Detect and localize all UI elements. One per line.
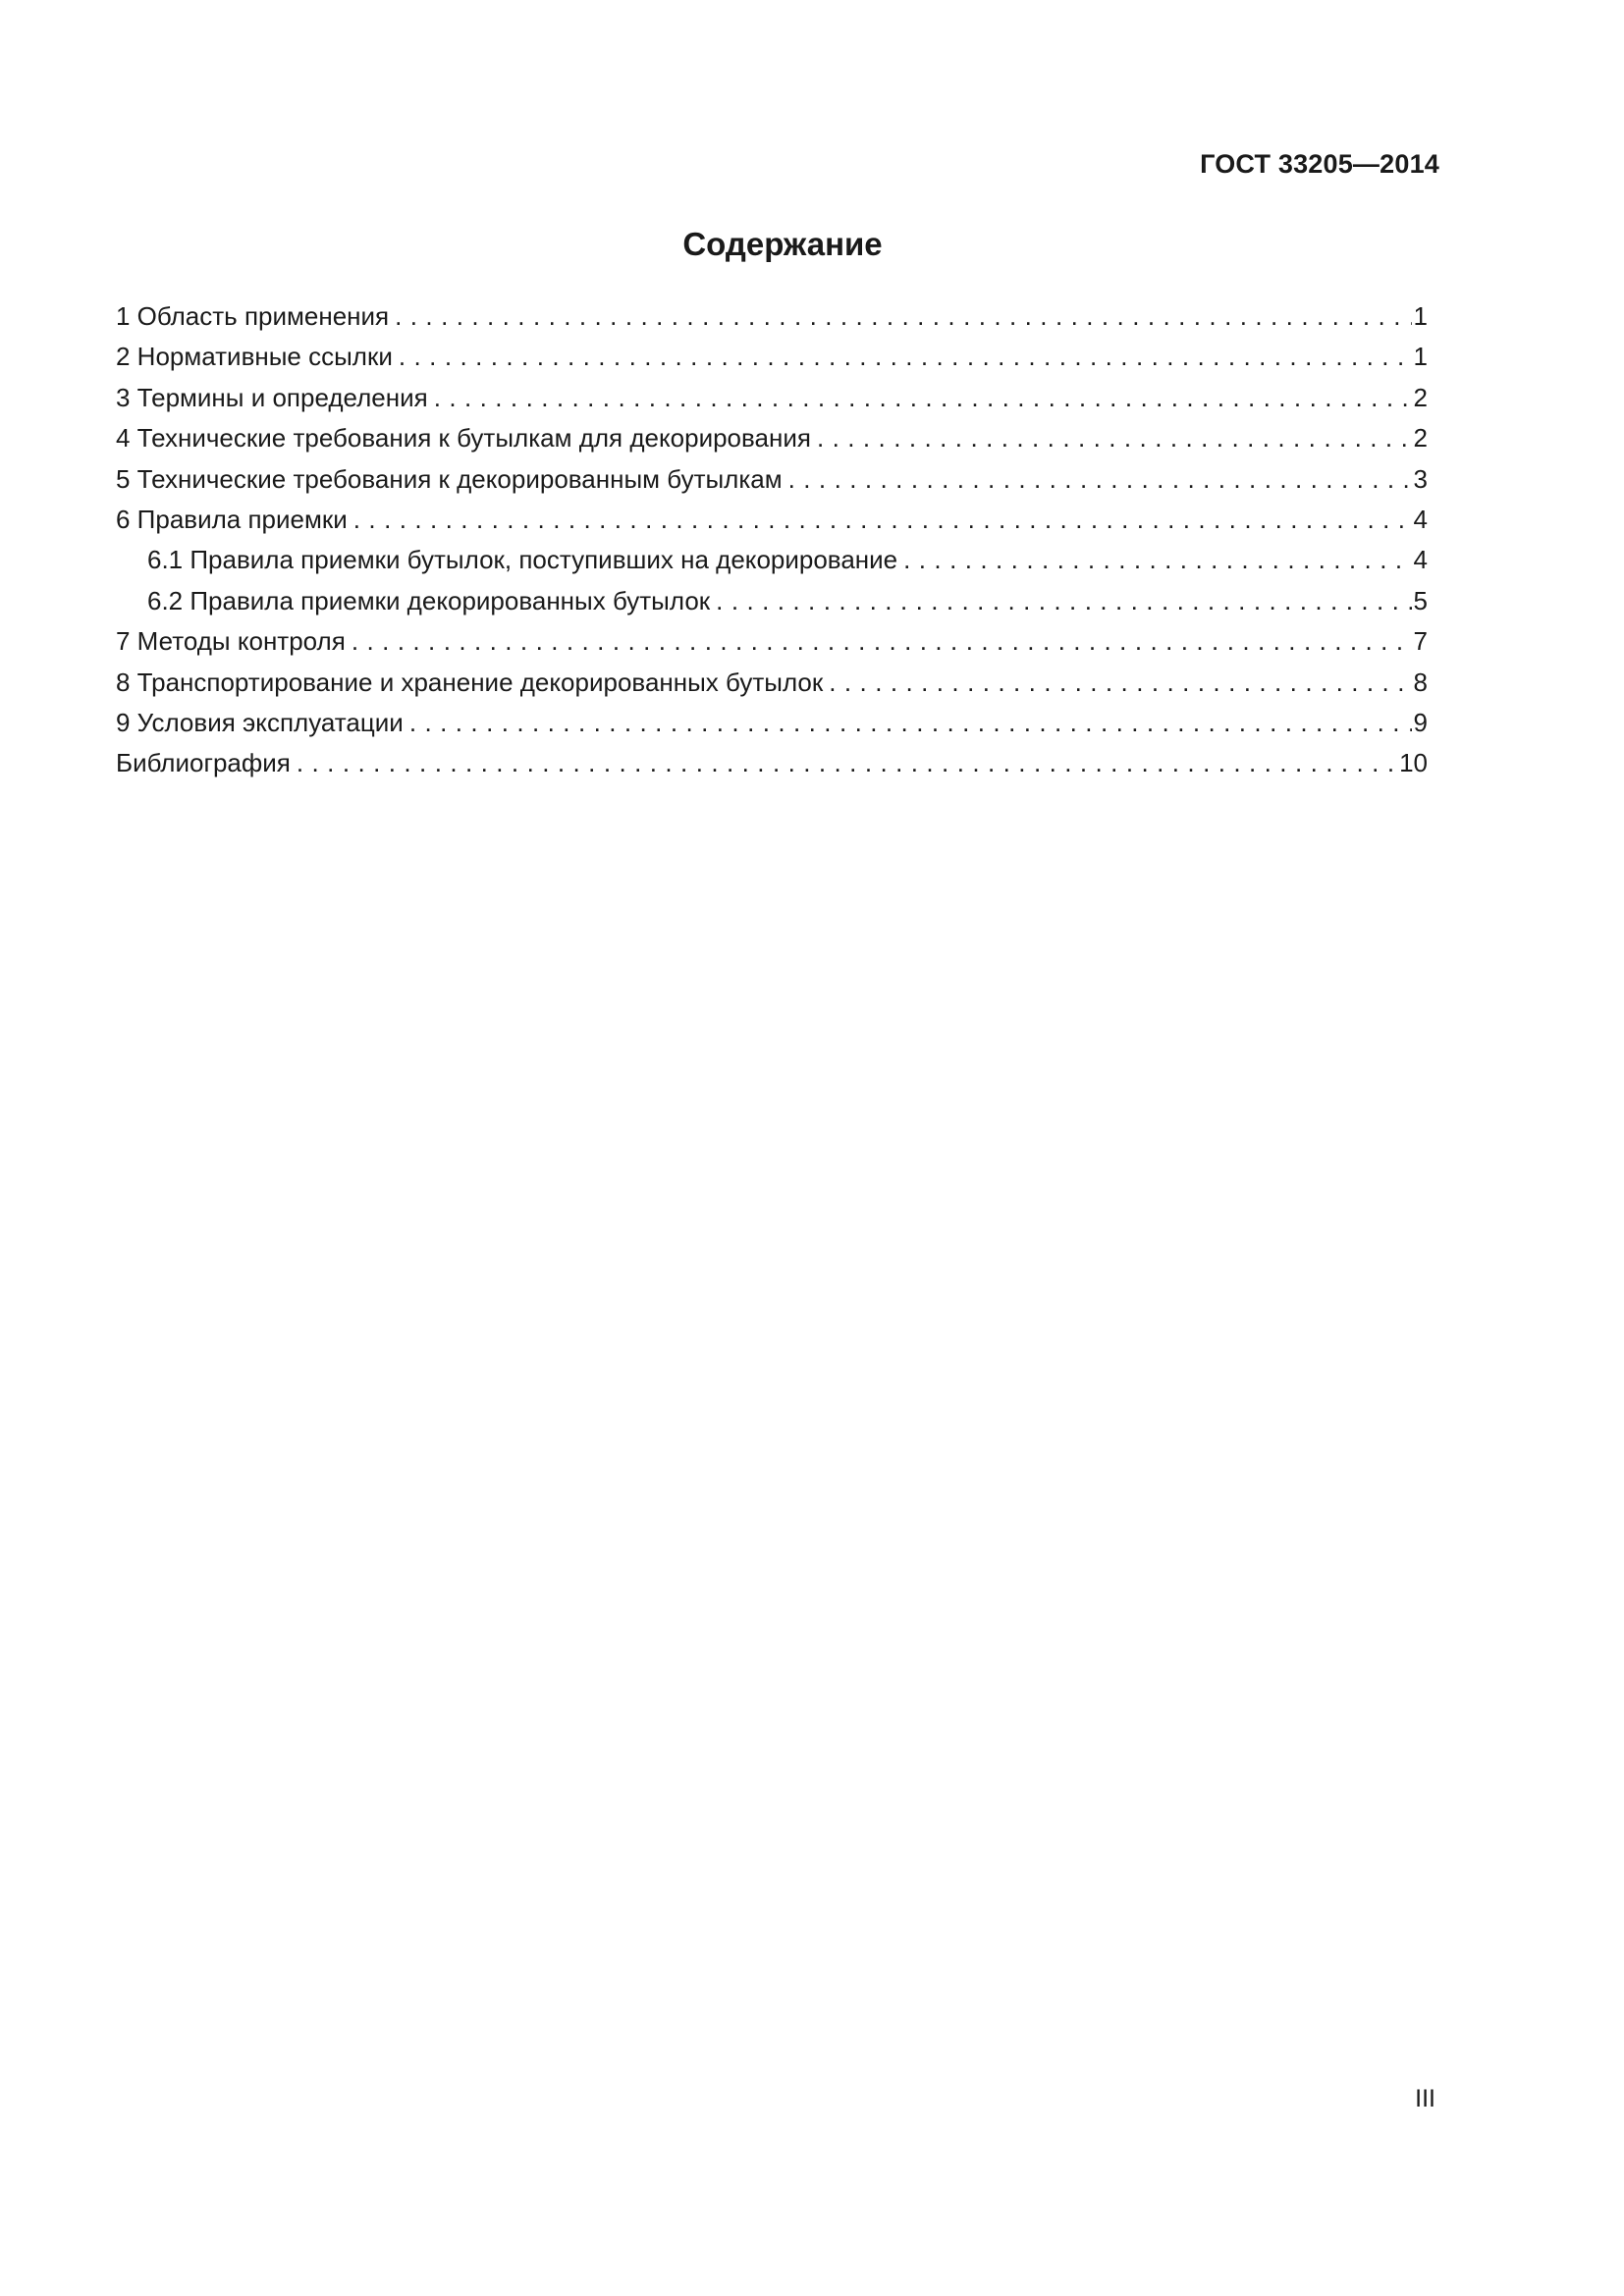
- toc-entry-page: 2: [1413, 423, 1428, 454]
- toc-entry-title: 1 Область применения: [116, 301, 390, 331]
- toc-entry[interactable]: [116, 296, 1428, 337]
- toc-entry[interactable]: [116, 459, 1428, 500]
- page-number: III: [1415, 2085, 1435, 2112]
- toc-entry-title: 6.2 Правила приемки декорированных бутылок: [147, 585, 711, 615]
- toc-entry-title: 4 Технические требования к бутылкам для декорирования: [116, 423, 811, 454]
- toc-entry-page: 3: [1413, 463, 1428, 494]
- toc-entry-page: 9: [1413, 707, 1428, 737]
- toc-entry-page: 8: [1413, 667, 1428, 697]
- toc-entry-page: 4: [1413, 504, 1428, 534]
- toc-dot-leader: [903, 540, 1411, 580]
- toc-entry-page: 4: [1413, 545, 1428, 575]
- toc-entry[interactable]: [116, 500, 1428, 540]
- toc-entry-title: 5 Технические требования к декорированным бутылкам: [116, 463, 783, 494]
- toc-dot-leader: [297, 743, 1397, 783]
- toc-dot-leader: [817, 418, 1412, 458]
- toc-entry[interactable]: [116, 663, 1428, 703]
- toc-dot-leader: [395, 296, 1411, 337]
- toc-dot-leader: [399, 337, 1412, 377]
- toc-subentry[interactable]: [116, 540, 1428, 580]
- toc-entry-title: Библиография: [116, 748, 291, 778]
- toc-entry-page: 7: [1413, 626, 1428, 657]
- toc-entry[interactable]: [116, 621, 1428, 662]
- table-of-contents: [116, 296, 1428, 784]
- toc-entry-page: 5: [1413, 585, 1428, 615]
- toc-entry-title: 3 Термины и определения: [116, 382, 428, 412]
- toc-entry[interactable]: [116, 337, 1428, 377]
- toc-entry[interactable]: [116, 703, 1428, 743]
- toc-title: Содержание: [682, 226, 883, 262]
- toc-entry-title: 7 Методы контроля: [116, 626, 346, 657]
- toc-entry-title: 6 Правила приемки: [116, 504, 348, 534]
- toc-dot-leader: [353, 500, 1412, 540]
- toc-subentry[interactable]: [116, 581, 1428, 621]
- toc-entry-title: 2 Нормативные ссылки: [116, 342, 393, 372]
- toc-entry-title: 8 Транспортирование и хранение декорированных бутылок: [116, 667, 824, 697]
- toc-entry-page: 2: [1413, 382, 1428, 412]
- toc-entry[interactable]: [116, 378, 1428, 418]
- document-header-standard-id: ГОСТ 33205—2014: [1200, 149, 1439, 179]
- toc-entry[interactable]: [116, 743, 1428, 783]
- toc-dot-leader: [788, 459, 1412, 500]
- toc-entry-page: 1: [1413, 342, 1428, 372]
- toc-dot-leader: [409, 703, 1412, 743]
- toc-dot-leader: [352, 621, 1412, 662]
- toc-dot-leader: [434, 378, 1412, 418]
- toc-dot-leader: [716, 581, 1411, 621]
- toc-entry[interactable]: [116, 418, 1428, 458]
- toc-entry-page: 10: [1399, 748, 1428, 778]
- toc-entry-page: 1: [1413, 301, 1428, 331]
- toc-dot-leader: [829, 663, 1411, 703]
- toc-entry-title: 9 Условия эксплуатации: [116, 707, 404, 737]
- toc-entry-title: 6.1 Правила приемки бутылок, поступивших на декорирование: [147, 545, 898, 575]
